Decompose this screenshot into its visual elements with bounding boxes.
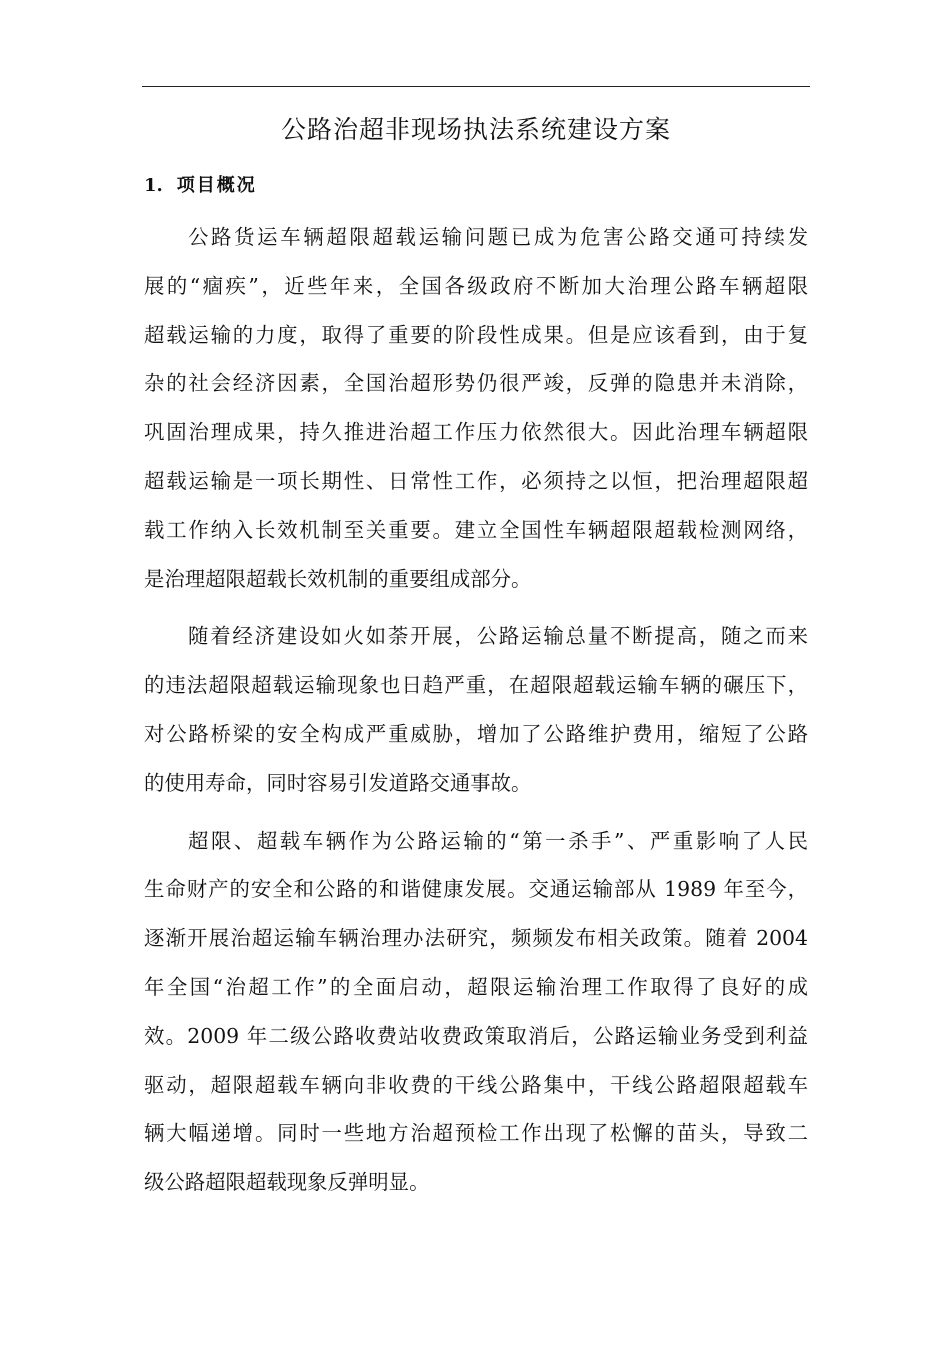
paragraph-line: 杂的社会经济因素，全国治超形势仍很严竣，反弹的隐患并未消除， (144, 371, 808, 396)
paragraph-line: 巩固治理成果，持久推进治超工作压力依然很大。因此治理车辆超限 (144, 420, 808, 445)
paragraph-line: 级公路超限超载现象反弹明显。 (144, 1170, 430, 1195)
paragraph-line: 效。2009 年二级公路收费站收费政策取消后，公路运输业务受到利益 (144, 1023, 808, 1048)
paragraph-line: 的违法超限超载运输现象也日趋严重，在超限超载运输车辆的碾压下， (144, 673, 808, 698)
paragraph-line: 驱动，超限超载车辆向非收费的干线公路集中，干线公路超限超载车 (144, 1072, 808, 1097)
paragraph-line: 载工作纳入长效机制至关重要。建立全国性车辆超限超载检测网络， (144, 517, 808, 542)
paragraph-line: 生命财产的安全和公路的和谐健康发展。交通运输部从 1989 年至今， (144, 877, 808, 902)
section-heading-text: 项目概况 (176, 175, 257, 196)
paragraph-line: 对公路桥梁的安全构成严重威胁，增加了公路维护费用，缩短了公路 (144, 721, 808, 746)
section-number: 1. (144, 175, 163, 196)
paragraph-line: 辆大幅递增。同时一些地方治超预检工作出现了松懈的苗头，导致二 (144, 1121, 808, 1146)
paragraph-line: 超载运输是一项长期性、日常性工作，必须持之以恒，把治理超限超 (144, 468, 808, 493)
paragraph-line: 公路货运车辆超限超载运输问题已成为危害公路交通可持续发 (188, 225, 808, 249)
body-text (144, 213, 808, 1216)
paragraph-line: 逐渐开展治超运输车辆治理办法研究，频频发布相关政策。随着 2004 (144, 926, 808, 951)
paragraph-1 (144, 213, 808, 603)
paragraph-line: 超限、超载车辆作为公路运输的“第一杀手”、严重影响了人民 (188, 828, 808, 853)
header-rule (142, 86, 810, 87)
paragraph-line: 的使用寿命，同时容易引发道路交通事故。 (144, 770, 532, 795)
paragraph-2 (144, 612, 808, 807)
paragraph-line: 是治理超限超载长效机制的重要组成部分。 (144, 566, 532, 591)
paragraph-line: 随着经济建设如火如荼开展，公路运输总量不断提高，随之而来 (188, 624, 808, 649)
paragraph-line: 展的“痼疾”，近些年来，全国各级政府不断加大治理公路车辆超限 (144, 273, 808, 298)
paragraph-3 (144, 817, 808, 1207)
paragraph-line: 超载运输的力度，取得了重要的阶段性成果。但是应该看到，由于复 (144, 322, 808, 347)
document-title: 公路治超非现场执法系统建设方案 (280, 115, 671, 144)
paragraph-line: 年全国“治超工作”的全面启动，超限运输治理工作取得了良好的成 (144, 974, 808, 999)
section-heading (144, 170, 257, 202)
